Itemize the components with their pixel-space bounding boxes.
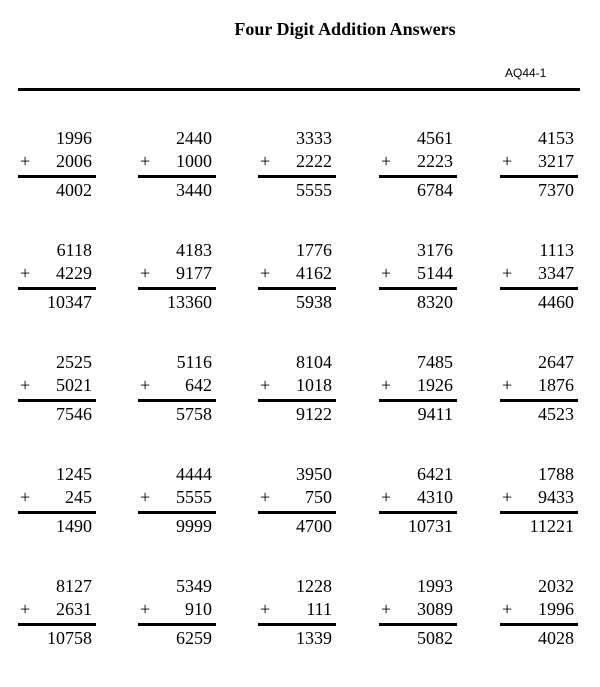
second-addend: 3347 — [538, 263, 574, 283]
addition-problem — [500, 352, 582, 424]
first-addend: 4183 — [176, 240, 212, 260]
addition-problem — [138, 464, 220, 536]
sum-bar — [379, 287, 457, 290]
sum-bar — [379, 175, 457, 178]
second-addend: 642 — [185, 375, 212, 395]
second-addend: 2223 — [417, 151, 453, 171]
sum-answer: 1490 — [56, 516, 92, 536]
worksheet-code: AQ44-1 — [505, 66, 547, 80]
addition-problem — [500, 128, 582, 200]
sum-answer: 4523 — [538, 404, 574, 424]
sum-answer: 11221 — [529, 516, 574, 536]
first-addend: 1776 — [296, 240, 332, 260]
first-addend: 2440 — [176, 128, 212, 148]
sum-bar — [138, 399, 216, 402]
plus-sign: + — [20, 599, 31, 619]
plus-sign: + — [20, 151, 31, 171]
plus-sign: + — [260, 375, 271, 395]
second-addend: 111 — [306, 599, 332, 619]
addition-problem — [138, 240, 220, 312]
first-addend: 4444 — [176, 464, 212, 484]
first-addend: 5349 — [176, 576, 212, 596]
addition-problem — [379, 352, 461, 424]
first-addend: 1228 — [296, 576, 332, 596]
plus-sign: + — [20, 487, 31, 507]
second-addend: 4229 — [56, 263, 92, 283]
sum-answer: 9122 — [296, 404, 332, 424]
addition-problem — [258, 240, 340, 312]
sum-bar — [18, 287, 96, 290]
sum-answer: 5555 — [296, 180, 332, 200]
plus-sign: + — [20, 263, 31, 283]
plus-sign: + — [381, 151, 392, 171]
sum-bar — [500, 511, 578, 514]
sum-answer: 1339 — [296, 628, 332, 648]
addition-problem — [500, 576, 582, 648]
first-addend: 2525 — [56, 352, 92, 372]
plus-sign: + — [502, 375, 513, 395]
sum-bar — [18, 511, 96, 514]
second-addend: 2631 — [56, 599, 92, 619]
plus-sign: + — [260, 263, 271, 283]
first-addend: 1788 — [538, 464, 574, 484]
addition-problem — [379, 128, 461, 200]
addition-problem — [500, 240, 582, 312]
sum-bar — [379, 399, 457, 402]
addition-problem — [138, 128, 220, 200]
sum-bar — [379, 623, 457, 626]
sum-answer: 7546 — [56, 404, 92, 424]
sum-bar — [138, 287, 216, 290]
plus-sign: + — [381, 599, 392, 619]
addition-problem — [379, 240, 461, 312]
first-addend: 3333 — [296, 128, 332, 148]
second-addend: 1876 — [538, 375, 574, 395]
sum-bar — [138, 175, 216, 178]
sum-bar — [138, 511, 216, 514]
sum-answer: 9411 — [417, 404, 453, 424]
sum-bar — [258, 399, 336, 402]
first-addend: 1113 — [539, 240, 574, 260]
first-addend: 8127 — [56, 576, 92, 596]
sum-answer: 4460 — [538, 292, 574, 312]
plus-sign: + — [381, 263, 392, 283]
sum-answer: 9999 — [176, 516, 212, 536]
sum-answer: 8320 — [417, 292, 453, 312]
first-addend: 3950 — [296, 464, 332, 484]
first-addend: 6421 — [417, 464, 453, 484]
sum-bar — [379, 511, 457, 514]
plus-sign: + — [502, 263, 513, 283]
sum-answer: 4028 — [538, 628, 574, 648]
addition-problem — [18, 464, 100, 536]
sum-answer: 10758 — [47, 628, 92, 648]
second-addend: 1926 — [417, 375, 453, 395]
plus-sign: + — [140, 487, 151, 507]
plus-sign: + — [381, 487, 392, 507]
plus-sign: + — [140, 151, 151, 171]
addition-problem — [18, 352, 100, 424]
second-addend: 5555 — [176, 487, 212, 507]
worksheet-title: Four Digit Addition Answers — [234, 19, 456, 39]
plus-sign: + — [502, 487, 513, 507]
sum-answer: 7370 — [538, 180, 574, 200]
plus-sign: + — [502, 151, 513, 171]
sum-bar — [258, 623, 336, 626]
addition-problem — [138, 576, 220, 648]
sum-answer: 5938 — [296, 292, 332, 312]
sum-answer: 5758 — [176, 404, 212, 424]
sum-bar — [500, 175, 578, 178]
sum-answer: 6784 — [417, 180, 453, 200]
plus-sign: + — [140, 599, 151, 619]
second-addend: 2006 — [56, 151, 92, 171]
addition-problem — [258, 128, 340, 200]
addition-problem — [379, 576, 461, 648]
addition-problem — [258, 352, 340, 424]
addition-problem — [258, 464, 340, 536]
first-addend: 4561 — [417, 128, 453, 148]
addition-problem — [258, 576, 340, 648]
sum-answer: 10731 — [408, 516, 453, 536]
plus-sign: + — [20, 375, 31, 395]
sum-answer: 4002 — [56, 180, 92, 200]
sum-answer: 13360 — [167, 292, 212, 312]
sum-bar — [258, 511, 336, 514]
sum-answer: 4700 — [296, 516, 332, 536]
sum-bar — [500, 287, 578, 290]
first-addend: 2032 — [538, 576, 574, 596]
first-addend: 2647 — [538, 352, 574, 372]
sum-answer: 3440 — [176, 180, 212, 200]
plus-sign: + — [381, 375, 392, 395]
plus-sign: + — [140, 375, 151, 395]
addition-problem — [379, 464, 461, 536]
plus-sign: + — [140, 263, 151, 283]
second-addend: 245 — [65, 487, 92, 507]
second-addend: 9433 — [538, 487, 574, 507]
first-addend: 1996 — [56, 128, 92, 148]
second-addend: 910 — [185, 599, 212, 619]
sum-bar — [258, 287, 336, 290]
second-addend: 750 — [305, 487, 332, 507]
second-addend: 2222 — [296, 151, 332, 171]
plus-sign: + — [260, 487, 271, 507]
sum-bar — [18, 175, 96, 178]
second-addend: 3217 — [538, 151, 574, 171]
plus-sign: + — [260, 599, 271, 619]
second-addend: 9177 — [176, 263, 212, 283]
first-addend: 1245 — [56, 464, 92, 484]
addition-problem — [18, 576, 100, 648]
sum-bar — [500, 623, 578, 626]
first-addend: 6118 — [56, 240, 92, 260]
second-addend: 1000 — [176, 151, 212, 171]
sum-answer: 5082 — [417, 628, 453, 648]
sum-answer: 10347 — [47, 292, 92, 312]
plus-sign: + — [502, 599, 513, 619]
second-addend: 5021 — [56, 375, 92, 395]
addition-problem — [500, 464, 582, 536]
first-addend: 3176 — [417, 240, 453, 260]
addition-problem — [18, 240, 100, 312]
sum-bar — [258, 175, 336, 178]
header-rule — [18, 88, 580, 91]
addition-problem — [18, 128, 100, 200]
first-addend: 5116 — [176, 352, 212, 372]
sum-bar — [138, 623, 216, 626]
sum-answer: 6259 — [176, 628, 212, 648]
first-addend: 8104 — [296, 352, 332, 372]
addition-problem — [138, 352, 220, 424]
second-addend: 3089 — [417, 599, 453, 619]
first-addend: 4153 — [538, 128, 574, 148]
first-addend: 7485 — [417, 352, 453, 372]
second-addend: 4310 — [417, 487, 453, 507]
first-addend: 1993 — [417, 576, 453, 596]
second-addend: 1018 — [296, 375, 332, 395]
second-addend: 4162 — [296, 263, 332, 283]
second-addend: 1996 — [538, 599, 574, 619]
second-addend: 5144 — [417, 263, 453, 283]
sum-bar — [500, 399, 578, 402]
sum-bar — [18, 623, 96, 626]
plus-sign: + — [260, 151, 271, 171]
sum-bar — [18, 399, 96, 402]
